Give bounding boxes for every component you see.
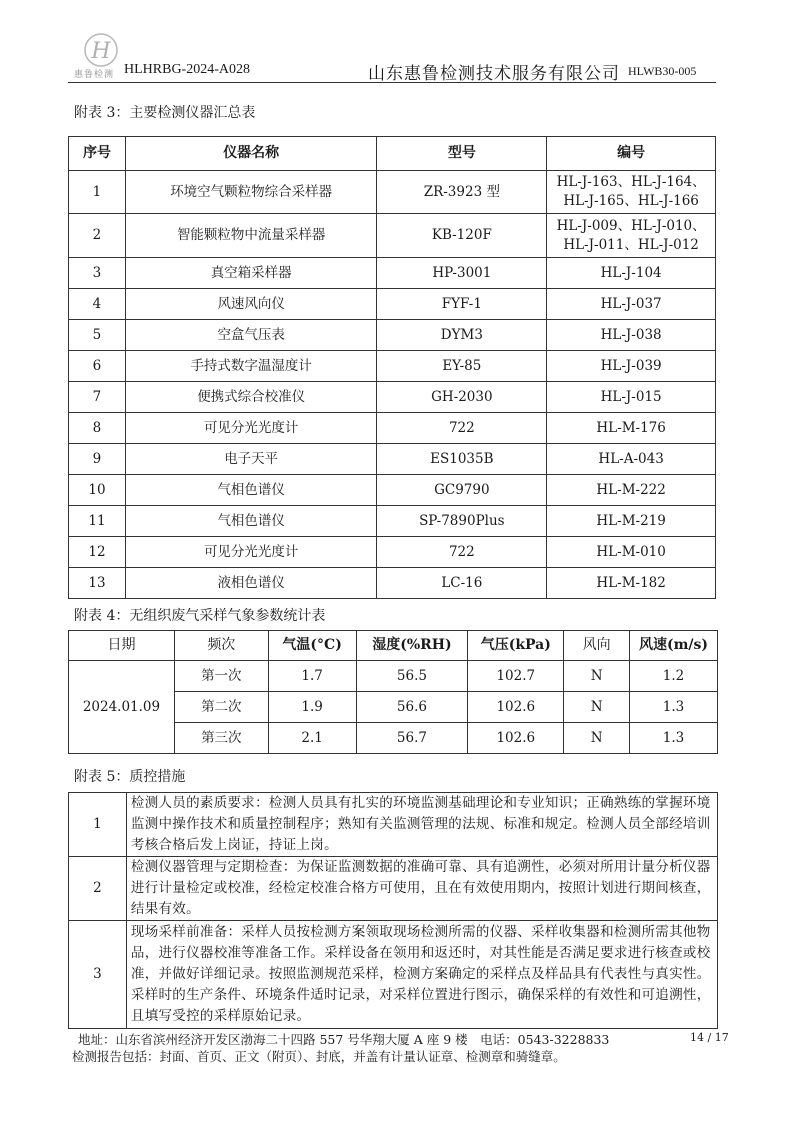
cell: 102.7 <box>468 661 564 692</box>
cell: 8 <box>69 413 126 444</box>
cell: HL-J-038 <box>547 320 716 351</box>
table3-caption: 附表 3：主要检测仪器汇总表 <box>74 105 256 121</box>
cell: 电子天平 <box>125 444 377 475</box>
cell: 智能颗粒物中流量采样器 <box>125 214 377 258</box>
cell: 7 <box>69 382 126 413</box>
cell: 10 <box>69 475 126 506</box>
cell: GC9790 <box>377 475 547 506</box>
cell: 1 <box>69 793 127 857</box>
cell: 3 <box>69 258 126 289</box>
cell: 现场采样前准备：采样人员按检测方案领取现场检测所需的仪器、采样收集器和检测所需其他物品，进行仪器校准等准备工作。采样设备在领用和返还时，对其性能是否满足要求进行核查或校准，并做好详细记录。按照监测规范采样，检测方案确定的采样点及样品具有代表性与真实性。采样时的生产条件、环境条件适时记录，对采样位置进行图示，确保采样的有效性和可追溯性，且填写受控的采样原始记录。 <box>126 921 717 1029</box>
cell: ZR-3923 型 <box>377 171 547 214</box>
document-code: HLHRBG-2024-A028 <box>124 62 250 77</box>
company-name: 山东惠鲁检测技术服务有限公司 <box>368 64 620 84</box>
table-row <box>69 568 716 599</box>
header-cell: 日期 <box>69 631 175 661</box>
cell: LC-16 <box>377 568 547 599</box>
table-row <box>69 258 716 289</box>
cell: HL-M-222 <box>547 475 716 506</box>
cell: 722 <box>377 413 547 444</box>
table-row <box>69 506 716 537</box>
cell: 第三次 <box>174 723 268 754</box>
cell: 气相色谱仪 <box>125 475 377 506</box>
header-cell: 气压(kPa) <box>468 631 564 661</box>
header-cell: 序号 <box>69 137 126 171</box>
cell: 1.7 <box>268 661 356 692</box>
table-row <box>69 857 718 921</box>
date-cell: 2024.01.09 <box>69 661 175 754</box>
cell: 2 <box>69 214 126 258</box>
cell: HL-J-163、HL-J-164、HL-J-165、HL-J-166 <box>547 171 716 214</box>
cell: SP-7890Plus <box>377 506 547 537</box>
page-number: 14 / 17 <box>690 1031 729 1044</box>
cell: 102.6 <box>468 692 564 723</box>
footer-note: 检测报告包括：封面、首页、正文（附页）、封底，并盖有计量认证章、检测章和骑缝章。 <box>72 1049 566 1064</box>
table-row <box>69 320 716 351</box>
cell: 第一次 <box>174 661 268 692</box>
cell: 56.6 <box>356 692 468 723</box>
cell: 1.9 <box>268 692 356 723</box>
cell: 11 <box>69 506 126 537</box>
cell: N <box>564 723 630 754</box>
header-cell: 编号 <box>547 137 716 171</box>
cell: 2 <box>69 857 127 921</box>
quality-control-table <box>68 792 718 1029</box>
cell: KB-120F <box>377 214 547 258</box>
header-cell: 气温(°C) <box>268 631 356 661</box>
cell: 便携式综合校准仪 <box>125 382 377 413</box>
cell: HL-M-176 <box>547 413 716 444</box>
table-row <box>69 289 716 320</box>
cell: 液相色谱仪 <box>125 568 377 599</box>
table-row <box>69 475 716 506</box>
cell: 第二次 <box>174 692 268 723</box>
table-header-row <box>69 631 718 661</box>
table5-caption: 附表 5：质控措施 <box>74 769 186 785</box>
cell: 环境空气颗粒物综合采样器 <box>125 171 377 214</box>
cell: FYF-1 <box>377 289 547 320</box>
cell: 722 <box>377 537 547 568</box>
cell: 检测仪器管理与定期检查：为保证监测数据的准确可靠、具有追溯性，必须对所用计量分析仪器进行计量检定或校准，经检定校准合格方可使用，且在有效使用期内，按照计划进行期间核查，结果有效。 <box>126 857 717 921</box>
svg-text:H: H <box>91 39 111 64</box>
cell: HL-J-104 <box>547 258 716 289</box>
cell: 4 <box>69 289 126 320</box>
cell: 1.3 <box>630 723 718 754</box>
table-row <box>69 793 718 857</box>
cell: 102.6 <box>468 723 564 754</box>
cell: HL-J-015 <box>547 382 716 413</box>
table-row <box>69 214 716 258</box>
table-row <box>69 413 716 444</box>
cell: HL-M-182 <box>547 568 716 599</box>
weather-table <box>68 630 718 754</box>
cell: 风速风向仪 <box>125 289 377 320</box>
table-row <box>69 444 716 475</box>
cell: 手持式数字温湿度计 <box>125 351 377 382</box>
cell: 5 <box>69 320 126 351</box>
table-row <box>69 171 716 214</box>
header-cell: 风向 <box>564 631 630 661</box>
header-cell: 频次 <box>174 631 268 661</box>
cell: HL-A-043 <box>547 444 716 475</box>
table-row <box>69 661 718 692</box>
form-code: HLWB30-005 <box>628 64 697 78</box>
cell: 3 <box>69 921 127 1029</box>
header-divider <box>68 82 716 83</box>
footer-address: 地址：山东省滨州经济开发区渤海二十四路 557 号华翔大厦 A 座 9 楼 电话：0543-3228833 <box>78 1032 610 1047</box>
cell: 1.2 <box>630 661 718 692</box>
cell: N <box>564 692 630 723</box>
cell: 真空箱采样器 <box>125 258 377 289</box>
cell: HL-J-039 <box>547 351 716 382</box>
cell: HP-3001 <box>377 258 547 289</box>
cell: HL-J-009、HL-J-010、HL-J-011、HL-J-012 <box>547 214 716 258</box>
cell: 12 <box>69 537 126 568</box>
cell: EY-85 <box>377 351 547 382</box>
footer-divider <box>68 1028 718 1029</box>
cell: 6 <box>69 351 126 382</box>
logo-text: 惠鲁检测 <box>74 70 115 80</box>
table-row <box>69 921 718 1029</box>
header-cell: 型号 <box>377 137 547 171</box>
cell: 可见分光光度计 <box>125 413 377 444</box>
table-header-row <box>69 137 716 171</box>
cell: 检测人员的素质要求：检测人员具有扎实的环境监测基础理论和专业知识；正确熟练的掌握环境监测中操作技术和质量控制程序；熟知有关监测管理的法规、标准和规定。检测人员全部经培训考核合格后发上岗证，持证上岗。 <box>126 793 717 857</box>
cell: HL-M-219 <box>547 506 716 537</box>
cell: DYM3 <box>377 320 547 351</box>
cell: GH-2030 <box>377 382 547 413</box>
header-cell: 风速(m/s) <box>630 631 718 661</box>
cell: 空盒气压表 <box>125 320 377 351</box>
cell: 9 <box>69 444 126 475</box>
cell: HL-J-037 <box>547 289 716 320</box>
cell: 1.3 <box>630 692 718 723</box>
table-row <box>69 351 716 382</box>
cell: 可见分光光度计 <box>125 537 377 568</box>
cell: 气相色谱仪 <box>125 506 377 537</box>
cell: 1 <box>69 171 126 214</box>
header-cell: 湿度(%RH) <box>356 631 468 661</box>
instrument-table <box>68 136 716 599</box>
cell: 56.7 <box>356 723 468 754</box>
cell: N <box>564 661 630 692</box>
cell: 2.1 <box>268 723 356 754</box>
cell: 56.5 <box>356 661 468 692</box>
cell: ES1035B <box>377 444 547 475</box>
table-row <box>69 382 716 413</box>
table4-caption: 附表 4：无组织废气采样气象参数统计表 <box>74 608 326 624</box>
table-row <box>69 537 716 568</box>
cell: HL-M-010 <box>547 537 716 568</box>
header-cell: 仪器名称 <box>125 137 377 171</box>
cell: 13 <box>69 568 126 599</box>
